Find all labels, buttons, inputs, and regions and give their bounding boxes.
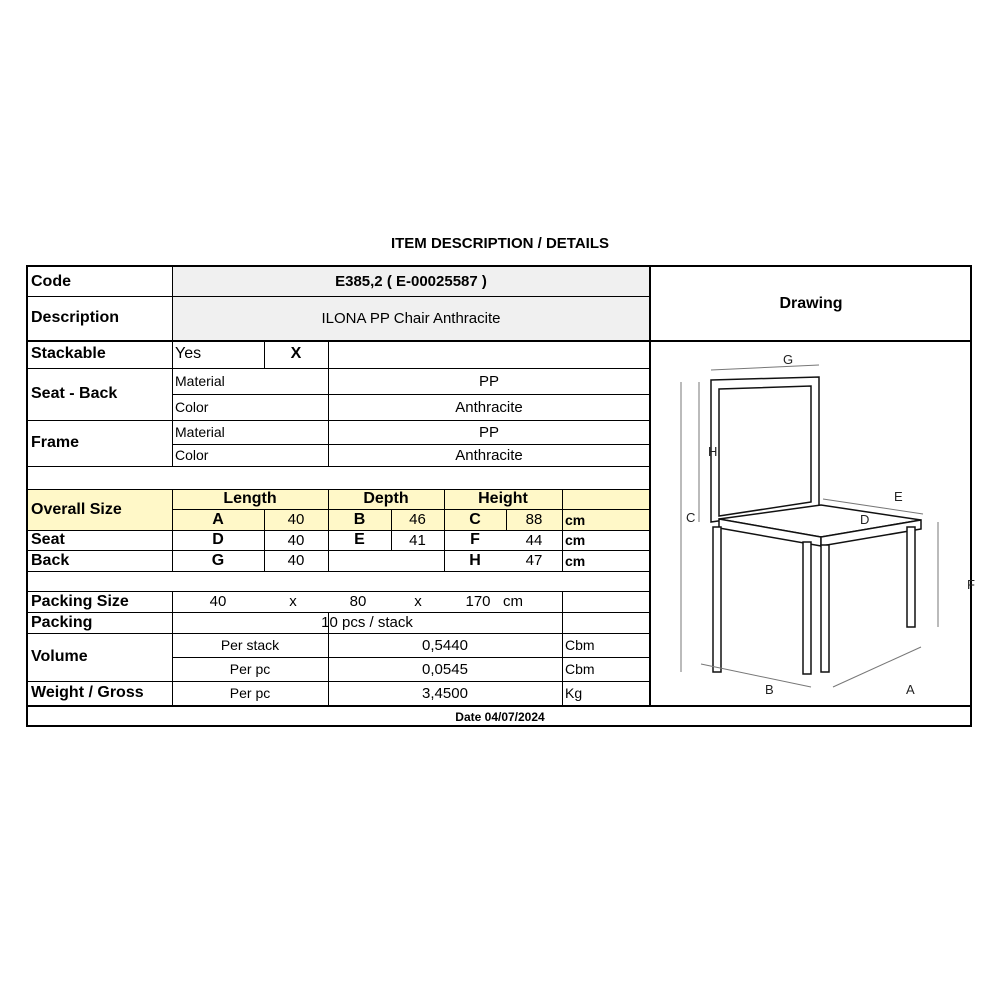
seat-back-color-label: Color: [175, 399, 209, 415]
seat-length-letter: D: [212, 531, 224, 548]
chair-leg-front-right: [821, 545, 829, 672]
weight-unit: Kg: [565, 685, 583, 701]
frame-label: Frame: [31, 434, 80, 451]
seat-height-value: 44: [525, 531, 543, 549]
back-size-label: Back: [31, 551, 70, 569]
back-height-value: 47: [525, 552, 543, 569]
weight-per-pc-label: Per pc: [229, 685, 271, 701]
packing-size-length: 40: [209, 593, 227, 610]
drawing-label-b: B: [765, 682, 774, 697]
overall-unit: cm: [565, 511, 586, 528]
frame-material: PP: [478, 423, 499, 441]
stackable-yes: Yes: [175, 345, 202, 362]
date-footer: Date 04/07/2024: [455, 710, 545, 724]
seat-size-label: Seat: [31, 531, 65, 548]
stackable-mark: X: [290, 345, 302, 362]
volume-per-pc-unit: Cbm: [565, 661, 595, 677]
packing-size-height: 170: [465, 593, 491, 610]
dimension-line-a: [833, 647, 921, 687]
overall-depth-value: 46: [409, 511, 426, 528]
seat-depth-value: 41: [409, 531, 426, 549]
packing-size-x1: x: [289, 593, 297, 610]
grid-line: [28, 466, 650, 467]
chair-backrest-outline: [711, 377, 819, 522]
code-label: Code: [31, 272, 71, 290]
packing-size-x2: x: [414, 593, 422, 610]
description-value: ILONA PP Chair Anthracite: [321, 309, 501, 327]
overall-length-value: 40: [287, 511, 305, 528]
overall-height-value: 88: [525, 511, 543, 528]
overall-depth-letter: B: [353, 510, 366, 528]
seat-unit: cm: [565, 532, 586, 548]
chair-leg-front-left: [803, 542, 811, 674]
back-length-letter: G: [211, 551, 225, 569]
volume-per-stack-value: 0,5440: [422, 636, 468, 654]
seat-back-color: Anthracite: [455, 398, 523, 416]
volume-per-stack-unit: Cbm: [565, 637, 595, 653]
seat-back-label: Seat - Back: [31, 385, 118, 402]
grid-line: [28, 571, 650, 572]
back-height-letter: H: [469, 551, 481, 569]
drawing-label-g: G: [783, 352, 794, 367]
description-label: Description: [31, 309, 120, 326]
depth-header: Depth: [363, 490, 409, 507]
packing-size-depth: 80: [349, 593, 367, 610]
seat-depth-letter: E: [354, 531, 365, 548]
seat-height-letter: F: [470, 531, 480, 548]
weight-value: 3,4500: [422, 684, 468, 702]
seat-length-value: 40: [287, 531, 305, 549]
volume-per-stack-label: Per stack: [220, 637, 280, 653]
back-unit: cm: [565, 552, 586, 569]
volume-per-pc-label: Per pc: [229, 661, 271, 677]
drawing-label-d: D: [860, 512, 870, 527]
frame-material-label: Material: [175, 424, 225, 440]
code-value: E385,2 ( E-00025587 ): [335, 273, 487, 290]
dimension-line-g: [711, 365, 819, 370]
chair-leg-back-left: [713, 527, 721, 672]
weight-label: Weight / Gross: [31, 684, 144, 701]
packing-value: 10 pcs / stack: [321, 614, 413, 631]
seat-back-material-label: Material: [175, 373, 225, 389]
chair-drawing: [651, 342, 975, 704]
packing-size-label: Packing Size: [31, 592, 129, 610]
packing-label: Packing: [31, 613, 93, 631]
volume-per-pc-value: 0,0545: [422, 660, 468, 678]
item-details-sheet: [26, 265, 975, 727]
length-header: Length: [223, 490, 277, 507]
overall-height-letter: C: [469, 510, 481, 528]
dimension-line-b: [701, 664, 811, 687]
stackable-label: Stackable: [31, 345, 106, 362]
drawing-label-f: F: [967, 577, 975, 592]
drawing-label-c: C: [686, 510, 696, 525]
back-length-value: 40: [287, 552, 305, 569]
height-header: Height: [478, 490, 528, 507]
overall-size-label: Overall Size: [31, 500, 122, 518]
overall-length-letter: A: [212, 510, 224, 528]
seat-back-material: PP: [478, 372, 499, 390]
drawing-label-e: E: [894, 489, 903, 504]
chair-leg-back-right: [907, 527, 915, 627]
packing-size-unit: cm: [503, 593, 523, 610]
drawing-title: Drawing: [779, 294, 843, 312]
frame-color-label: Color: [175, 447, 209, 463]
volume-label: Volume: [31, 648, 88, 665]
drawing-label-a: A: [906, 682, 915, 697]
frame-color: Anthracite: [455, 446, 523, 464]
drawing-label-h: H: [708, 444, 718, 459]
page-title: ITEM DESCRIPTION / DETAILS: [390, 235, 610, 252]
